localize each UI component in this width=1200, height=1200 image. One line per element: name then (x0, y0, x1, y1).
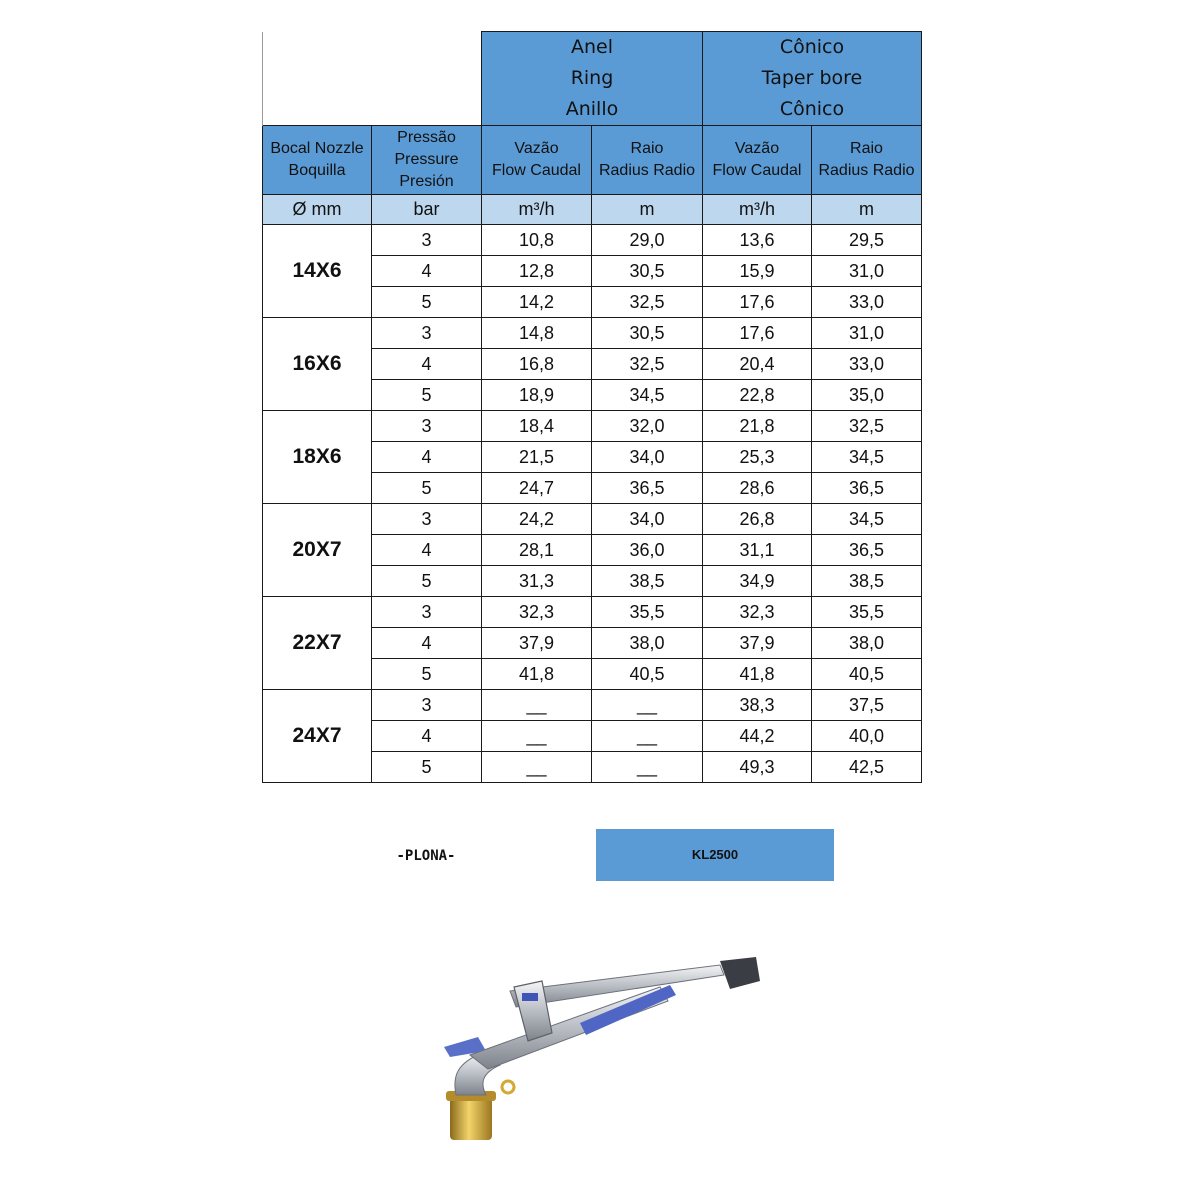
unit-taper-flow: m³/h (703, 195, 812, 225)
pressure-cell: 4 (372, 442, 482, 473)
nozzle-size-cell: 16X6 (263, 318, 372, 411)
taper-flow-cell: 13,6 (703, 225, 812, 256)
ring-group-pt: Anel (570, 36, 613, 58)
model-label: KL2500 (596, 829, 834, 881)
unit-taper-radius: m (812, 195, 922, 225)
ring-radius-cell: 32,0 (592, 411, 703, 442)
nozzle-size-cell: 20X7 (263, 504, 372, 597)
ring-flow-cell: 16,8 (482, 349, 592, 380)
units-row (263, 195, 922, 225)
taper-group-en: Taper bore (761, 67, 863, 89)
taper-radius-cell: 32,5 (812, 411, 922, 442)
taper-flow-column-header (703, 126, 812, 195)
nozzle-size-cell: 24X7 (263, 690, 372, 783)
taper-flow-cell: 25,3 (703, 442, 812, 473)
arm-paddle (720, 957, 760, 989)
ring-flow-header-line2: Flow Caudal (492, 162, 581, 179)
pressure-header-line3: Presión (399, 173, 454, 190)
pressure-cell: 4 (372, 535, 482, 566)
taper-flow-cell: 17,6 (703, 318, 812, 349)
ring-flow-header-line1: Vazão (514, 140, 559, 157)
pressure-cell: 3 (372, 597, 482, 628)
taper-flow-cell: 28,6 (703, 473, 812, 504)
ring-group-en: Ring (570, 67, 614, 89)
taper-flow-header-line2: Flow Caudal (712, 162, 802, 179)
blue-spring-cap (522, 993, 538, 1001)
ring-radius-cell: 40,5 (592, 659, 703, 690)
pressure-cell: 5 (372, 659, 482, 690)
ring-flow-cell: 28,1 (482, 535, 592, 566)
brass-pin (502, 1081, 514, 1093)
taper-radius-column-header (812, 126, 922, 195)
taper-radius-cell: 29,5 (812, 225, 922, 256)
nozzle-header-line1: Bocal Nozzle (270, 140, 364, 157)
table-row (263, 690, 922, 721)
ring-radius-cell: 34,5 (592, 380, 703, 411)
taper-radius-cell: 40,5 (812, 659, 922, 690)
taper-radius-cell: 37,5 (812, 690, 922, 721)
taper-flow-cell: 21,8 (703, 411, 812, 442)
pressure-cell: 4 (372, 721, 482, 752)
ring-flow-cell: 14,8 (482, 318, 592, 349)
taper-radius-header-line2: Radius Radio (818, 162, 915, 179)
ring-radius-cell: 30,5 (592, 256, 703, 287)
taper-radius-cell: 34,5 (812, 442, 922, 473)
ring-flow-cell: 12,8 (482, 256, 592, 287)
pressure-cell: 4 (372, 628, 482, 659)
pressure-cell: 4 (372, 256, 482, 287)
ring-radius-header-line1: Raio (630, 140, 664, 157)
ring-radius-cell: 34,0 (592, 442, 703, 473)
pressure-cell: 5 (372, 473, 482, 504)
taper-flow-cell: 49,3 (703, 752, 812, 783)
pressure-column-header (372, 126, 482, 195)
table-row (263, 318, 922, 349)
taper-flow-header-line1: Vazão (734, 140, 780, 157)
taper-radius-header-line1: Raio (850, 140, 883, 157)
taper-flow-cell: 22,8 (703, 380, 812, 411)
taper-radius-cell: 36,5 (812, 473, 922, 504)
taper-group-header (703, 32, 922, 126)
ring-radius-cell: 34,0 (592, 504, 703, 535)
taper-radius-cell: 31,0 (812, 318, 922, 349)
pressure-cell: 5 (372, 566, 482, 597)
taper-radius-cell: 33,0 (812, 349, 922, 380)
ring-flow-cell: __ (482, 721, 592, 752)
table-row (263, 225, 922, 256)
pressure-cell: 3 (372, 411, 482, 442)
table-row (263, 411, 922, 442)
ring-flow-cell: 18,4 (482, 411, 592, 442)
table-row (263, 504, 922, 535)
taper-radius-cell: 38,0 (812, 628, 922, 659)
unit-ring-radius: m (592, 195, 703, 225)
ring-radius-cell: 30,5 (592, 318, 703, 349)
ring-radius-cell: 32,5 (592, 287, 703, 318)
ring-flow-cell: __ (482, 752, 592, 783)
ring-radius-cell: 36,0 (592, 535, 703, 566)
ring-flow-cell: 32,3 (482, 597, 592, 628)
ring-group-es: Anillo (565, 98, 619, 120)
ring-flow-cell: 18,9 (482, 380, 592, 411)
pressure-header-line2: Pressure (394, 151, 459, 168)
taper-flow-cell: 17,6 (703, 287, 812, 318)
ring-flow-cell: 41,8 (482, 659, 592, 690)
unit-pressure: bar (372, 195, 482, 225)
ring-group-header (482, 32, 703, 126)
taper-flow-cell: 34,9 (703, 566, 812, 597)
specification-table (262, 31, 922, 783)
ring-radius-cell: 38,0 (592, 628, 703, 659)
nozzle-size-cell: 18X6 (263, 411, 372, 504)
pressure-cell: 3 (372, 690, 482, 721)
ring-flow-cell: 24,7 (482, 473, 592, 504)
pressure-cell: 3 (372, 225, 482, 256)
ring-radius-cell: __ (592, 690, 703, 721)
pressure-cell: 3 (372, 504, 482, 535)
nozzle-size-cell: 22X7 (263, 597, 372, 690)
pressure-cell: 5 (372, 752, 482, 783)
nozzle-size-cell: 14X6 (263, 225, 372, 318)
ring-radius-header-line2: Radius Radio (598, 162, 696, 179)
ring-radius-cell: __ (592, 721, 703, 752)
taper-flow-cell: 26,8 (703, 504, 812, 535)
ring-flow-cell: 14,2 (482, 287, 592, 318)
taper-radius-cell: 42,5 (812, 752, 922, 783)
taper-radius-cell: 40,0 (812, 721, 922, 752)
ring-flow-cell: __ (482, 690, 592, 721)
ring-flow-cell: 10,8 (482, 225, 592, 256)
nozzle-column-header (263, 126, 372, 195)
taper-radius-cell: 34,5 (812, 504, 922, 535)
pressure-cell: 4 (372, 349, 482, 380)
ring-radius-cell: 38,5 (592, 566, 703, 597)
taper-radius-cell: 35,0 (812, 380, 922, 411)
taper-flow-cell: 38,3 (703, 690, 812, 721)
pressure-cell: 5 (372, 287, 482, 318)
taper-flow-cell: 31,1 (703, 535, 812, 566)
taper-flow-cell: 44,2 (703, 721, 812, 752)
unit-nozzle: Ø mm (263, 195, 372, 225)
taper-flow-cell: 20,4 (703, 349, 812, 380)
ring-radius-cell: 36,5 (592, 473, 703, 504)
taper-radius-cell: 33,0 (812, 287, 922, 318)
ring-radius-cell: 35,5 (592, 597, 703, 628)
ring-flow-cell: 37,9 (482, 628, 592, 659)
taper-flow-cell: 37,9 (703, 628, 812, 659)
taper-group-pt: Cônico (779, 36, 845, 58)
taper-radius-cell: 35,5 (812, 597, 922, 628)
ring-radius-cell: __ (592, 752, 703, 783)
ring-flow-cell: 21,5 (482, 442, 592, 473)
taper-radius-cell: 31,0 (812, 256, 922, 287)
ring-radius-column-header (592, 126, 703, 195)
table-row (263, 597, 922, 628)
ring-flow-cell: 24,2 (482, 504, 592, 535)
ring-radius-cell: 29,0 (592, 225, 703, 256)
taper-radius-cell: 38,5 (812, 566, 922, 597)
plona-logo: -PLONA- (396, 848, 456, 864)
ring-flow-cell: 31,3 (482, 566, 592, 597)
taper-radius-cell: 36,5 (812, 535, 922, 566)
table-corner-blank (263, 32, 482, 126)
pressure-cell: 5 (372, 380, 482, 411)
taper-group-es: Cônico (779, 98, 845, 120)
ring-flow-column-header (482, 126, 592, 195)
unit-ring-flow: m³/h (482, 195, 592, 225)
table-body (263, 225, 922, 783)
taper-flow-cell: 15,9 (703, 256, 812, 287)
brass-coupling (450, 1095, 492, 1140)
taper-flow-cell: 32,3 (703, 597, 812, 628)
taper-flow-cell: 41,8 (703, 659, 812, 690)
pressure-cell: 3 (372, 318, 482, 349)
sprinkler-gun-image (430, 945, 770, 1145)
ring-radius-cell: 32,5 (592, 349, 703, 380)
pressure-header-line1: Pressão (397, 129, 456, 146)
nozzle-header-line2: Boquilla (288, 162, 346, 179)
